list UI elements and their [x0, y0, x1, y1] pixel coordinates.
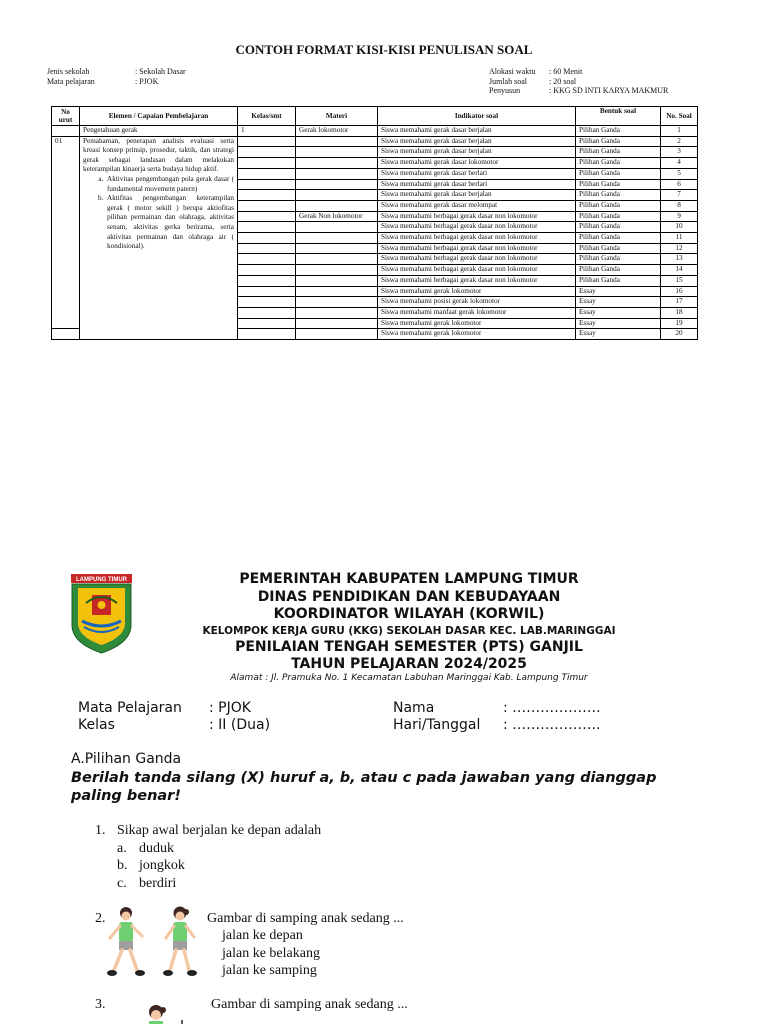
- table-cell: [296, 297, 378, 308]
- meta-left: [47, 67, 186, 86]
- table-cell: [238, 200, 296, 211]
- table-cell: Essay: [576, 329, 661, 340]
- table-cell: 9: [661, 211, 698, 222]
- table-cell: [238, 147, 296, 158]
- table-cell: [238, 307, 296, 318]
- header-materi: Materi: [296, 107, 378, 126]
- table-cell: [296, 254, 378, 265]
- table-cell: 15: [661, 275, 698, 286]
- table-cell: [296, 329, 378, 340]
- elemen-list-item: 1. Aktivitas pengembangan pola gerak dasar ( fundamental movement patern): [107, 175, 234, 194]
- question-2-options: [222, 927, 320, 980]
- table-cell: Pilihan Ganda: [576, 190, 661, 201]
- table-cell: [296, 168, 378, 179]
- table-cell: 10: [661, 222, 698, 233]
- table-cell: [238, 275, 296, 286]
- table-cell: [238, 297, 296, 308]
- table-cell: 12: [661, 243, 698, 254]
- elemen-list-item: 2. Aktifitas pengembangan keterampilan gerak ( motor sekill ) berupa aktiofitas pilihan permainan dan olahraga, aktivitas senam, aktivitas gerka berirama, serta aktivitas permainan dan olahraga air ( kondisional).: [107, 194, 234, 252]
- student-info-right: [393, 700, 601, 734]
- meta-key: Jumlah soal: [489, 76, 527, 86]
- table-cell: [238, 158, 296, 169]
- header-elemen: Elemen / Capaian Pembelajaran: [80, 107, 238, 126]
- table-cell: [238, 136, 296, 147]
- table-cell: 18: [661, 307, 698, 318]
- child-illustration: [136, 1000, 188, 1024]
- table-cell: [296, 275, 378, 286]
- table-cell: Pilihan Ganda: [576, 147, 661, 158]
- option-text: jongkok: [139, 858, 185, 873]
- meta-value: : 60 Menit: [549, 67, 583, 76]
- table-cell: [296, 265, 378, 276]
- table-cell: 11: [661, 233, 698, 244]
- table-cell: Gerak Non lokomotor: [296, 211, 378, 222]
- option-letter: a.: [117, 840, 127, 856]
- table-cell: Pilihan Ganda: [576, 200, 661, 211]
- table-cell: 20: [661, 329, 698, 340]
- table-cell: [238, 222, 296, 233]
- option-text: berdiri: [139, 875, 177, 891]
- table-cell: Essay: [576, 286, 661, 297]
- table-cell: [296, 307, 378, 318]
- meta-right: [489, 67, 668, 96]
- table-cell: Pilihan Ganda: [576, 168, 661, 179]
- header-kelas: Kelas/smt: [238, 107, 296, 126]
- info-key: Nama: [393, 700, 435, 716]
- logo-text: LAMPUNG TIMUR: [76, 577, 127, 583]
- option-text: duduk: [139, 840, 174, 856]
- table-cell: Siswa memahami gerak lokomotor: [378, 318, 576, 329]
- answer-option: jalan ke belakang: [222, 945, 320, 961]
- student-info-left: [78, 700, 270, 734]
- info-key: Kelas: [78, 717, 115, 733]
- question-text: Sikap awal berjalan ke depan adalah: [117, 823, 322, 838]
- table-cell: Gerak lokomotor: [296, 126, 378, 137]
- question-number: 2.: [95, 911, 106, 926]
- table-cell: [238, 318, 296, 329]
- header-line-6: TAHUN PELAJARAN 2024/2025: [291, 656, 527, 672]
- meta-key: Mata pelajaran: [47, 76, 95, 86]
- header-line-5: PENILAIAN TENGAH SEMESTER (PTS) GANJIL: [235, 639, 583, 655]
- table-cell: Pilihan Ganda: [576, 254, 661, 265]
- table-cell: Siswa memahami gerak dasar berjalan: [378, 136, 576, 147]
- table-cell: Pilihan Ganda: [576, 136, 661, 147]
- table-cell: Essay: [576, 307, 661, 318]
- table-cell: [296, 158, 378, 169]
- meta-value: : Sekolah Dasar: [135, 67, 186, 76]
- table-cell: Siswa memahami berbagai gerak dasar non lokomotor: [378, 265, 576, 276]
- table-cell: [52, 329, 80, 340]
- table-cell: Pilihan Ganda: [576, 179, 661, 190]
- table-cell: [296, 318, 378, 329]
- table-cell: Pengetahuan gerak: [80, 126, 238, 137]
- meta-value: : KKG SD INTI KARYA MAKMUR: [549, 86, 669, 95]
- table-cell: Pilihan Ganda: [576, 265, 661, 276]
- table-cell: Pilihan Ganda: [576, 243, 661, 254]
- table-cell: Siswa memahami gerak dasar berjalan: [378, 147, 576, 158]
- section-heading: A.Pilihan Ganda: [71, 751, 182, 767]
- table-cell: [238, 168, 296, 179]
- header-line-2: DINAS PENDIDIKAN DAN KEBUDAYAAN: [257, 589, 561, 605]
- table-cell: Siswa memahami gerak dasar melompat: [378, 200, 576, 211]
- table-cell: [238, 254, 296, 265]
- table-cell: Siswa memahami gerak dasar berjalan: [378, 126, 576, 137]
- no-urut-cell: 01: [52, 136, 80, 329]
- table-cell: 3: [661, 147, 698, 158]
- table-cell: 4: [661, 158, 698, 169]
- table-cell: [296, 233, 378, 244]
- table-cell: [238, 233, 296, 244]
- table-cell: [238, 243, 296, 254]
- table-row: [52, 136, 698, 147]
- table-cell: Siswa memahami gerak dasar berlari: [378, 168, 576, 179]
- meta-key: Alokasi waktu: [489, 67, 536, 76]
- table-cell: 8: [661, 200, 698, 211]
- answer-option: jalan ke depan: [222, 928, 303, 943]
- table-cell: Pilihan Ganda: [576, 158, 661, 169]
- question-number: 1.: [95, 823, 106, 838]
- table-cell: Siswa memahami gerak dasar berlari: [378, 179, 576, 190]
- table-cell: Siswa memahami posisi gerak lokomotor: [378, 297, 576, 308]
- table-cell: Siswa memahami berbagai gerak dasar non lokomotor: [378, 222, 576, 233]
- table-cell: [296, 190, 378, 201]
- question-number: 3.: [95, 997, 106, 1012]
- table-cell: Siswa memahami berbagai gerak dasar non lokomotor: [378, 254, 576, 265]
- table-cell: [238, 286, 296, 297]
- table-cell: [238, 190, 296, 201]
- option-letter: c.: [117, 875, 127, 891]
- table-cell: Pilihan Ganda: [576, 126, 661, 137]
- table-cell: 13: [661, 254, 698, 265]
- table-cell: [296, 147, 378, 158]
- table-cell: 14: [661, 265, 698, 276]
- header-bentuk: Bentuk soal: [576, 107, 661, 126]
- answer-option: [117, 840, 321, 858]
- header-indikator: Indikator soal: [378, 107, 576, 126]
- kisi-table: [51, 106, 698, 340]
- table-cell: 6: [661, 179, 698, 190]
- meta-value: : 20 soal: [549, 76, 577, 86]
- answer-option: jalan ke samping: [222, 963, 317, 978]
- table-cell: Siswa memahami berbagai gerak dasar non lokomotor: [378, 275, 576, 286]
- table-row: [52, 126, 698, 137]
- table-cell: Essay: [576, 297, 661, 308]
- table-cell: [296, 222, 378, 233]
- school-address: Alamat : Jl. Pramuka No. 1 Kecamatan Labuhan Maringgai Kab. Lampung Timur: [230, 673, 588, 683]
- table-cell: 19: [661, 318, 698, 329]
- header-line-1: PEMERINTAH KABUPATEN LAMPUNG TIMUR: [239, 571, 579, 587]
- table-cell: [238, 329, 296, 340]
- table-cell: Siswa memahami gerak dasar lokomotor: [378, 158, 576, 169]
- instruction-text: Berilah tanda silang (X) huruf a, b, atau c pada jawaban yang dianggap paling benar!: [71, 770, 657, 804]
- walking-child-illustration: [104, 904, 148, 980]
- table-cell: [296, 200, 378, 211]
- info-key: Hari/Tanggal: [393, 717, 481, 733]
- table-cell: [238, 179, 296, 190]
- table-cell: [296, 136, 378, 147]
- info-value: : PJOK: [209, 700, 251, 716]
- lampung-timur-logo: [70, 573, 133, 655]
- table-cell: [238, 265, 296, 276]
- table-cell: 7: [661, 190, 698, 201]
- table-cell: Pilihan Ganda: [576, 233, 661, 244]
- table-cell: 2: [661, 136, 698, 147]
- header-no: No urut: [52, 107, 80, 126]
- table-cell: [296, 286, 378, 297]
- table-cell: Siswa memahami berbagai gerak dasar non lokomotor: [378, 243, 576, 254]
- table-cell: Siswa memahami gerak lokomotor: [378, 286, 576, 297]
- table-cell: 17: [661, 297, 698, 308]
- page-title: CONTOH FORMAT KISI-KISI PENULISAN SOAL: [235, 42, 533, 57]
- meta-value: : PJOK: [135, 76, 159, 86]
- header-nosoal: No. Soal: [661, 107, 698, 126]
- header-line-3: KOORDINATOR WILAYAH (KORWIL): [273, 606, 545, 622]
- header-line-4: KELOMPOK KERJA GURU (KKG) SEKOLAH DASAR KEC. LAB.MARINGGAI: [202, 625, 616, 637]
- elemen-list: [83, 175, 234, 252]
- question-text: Gambar di samping anak sedang ...: [207, 911, 404, 926]
- table-cell: Siswa memahami berbagai gerak dasar non lokomotor: [378, 233, 576, 244]
- answer-option: [117, 857, 321, 875]
- question-text: Gambar di samping anak sedang ...: [211, 997, 408, 1012]
- elemen-intro: Pemahaman, penerapan analisis evaluasi serta kreasi konsep prinsip, prosedur, taktik, dan strategi gerak sebagai landasan dalam melakukan keterampilan kinaerja serta budaya hidup aktif.: [83, 136, 234, 174]
- table-cell: 1: [238, 126, 296, 137]
- table-cell: [296, 243, 378, 254]
- table-cell: Siswa memahami gerak dasar berjalan: [378, 190, 576, 201]
- table-cell: 1: [661, 126, 698, 137]
- table-cell: Siswa memahami manfaat gerak lokomotor: [378, 307, 576, 318]
- table-cell: Pilihan Ganda: [576, 275, 661, 286]
- option-letter: b.: [117, 858, 128, 873]
- meta-key: Jenis sekolah: [47, 67, 90, 76]
- table-cell: [238, 211, 296, 222]
- table-cell: 16: [661, 286, 698, 297]
- walking-child-illustration: [158, 904, 202, 980]
- question-1: [95, 822, 321, 892]
- info-value: : ……………….: [503, 717, 601, 733]
- table-cell: Siswa memahami gerak lokomotor: [378, 329, 576, 340]
- info-value: : ……………….: [503, 700, 601, 716]
- table-cell: Siswa memahami berbagai gerak dasar non lokomotor: [378, 211, 576, 222]
- table-cell: [52, 126, 80, 137]
- info-key: Mata Pelajaran: [78, 700, 182, 716]
- table-cell: [296, 179, 378, 190]
- table-cell: Essay: [576, 318, 661, 329]
- table-cell: Pilihan Ganda: [576, 211, 661, 222]
- table-cell: 5: [661, 168, 698, 179]
- elemen-cell: [80, 136, 238, 339]
- meta-key: Penyusun: [489, 86, 521, 95]
- info-value: : II (Dua): [209, 717, 271, 733]
- table-cell: Pilihan Ganda: [576, 222, 661, 233]
- answer-option: [117, 875, 321, 893]
